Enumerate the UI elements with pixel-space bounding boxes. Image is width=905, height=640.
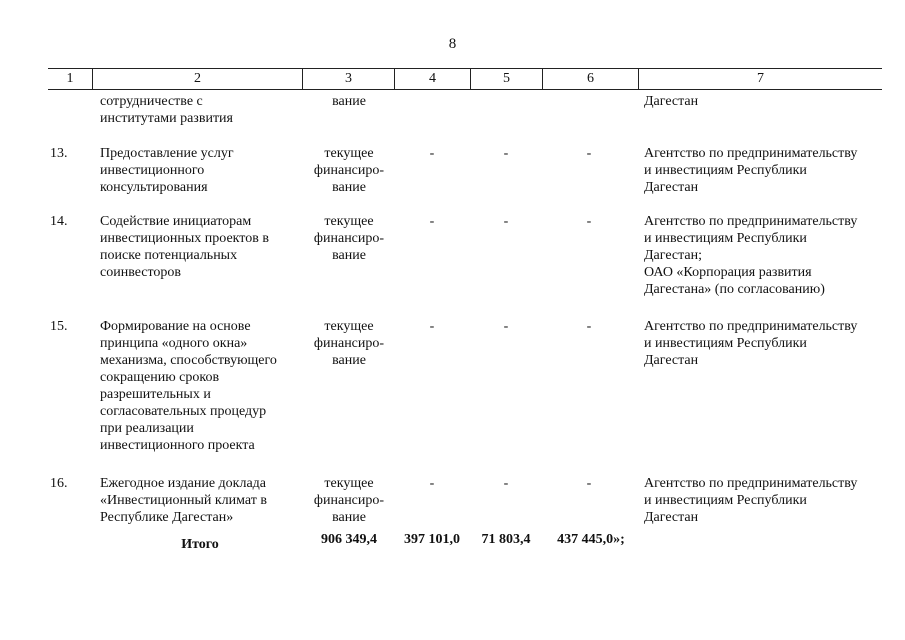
- row-number: 16.: [50, 476, 68, 491]
- row-value-col6: -: [586, 476, 592, 491]
- row-source: текущее финансиро- вание: [313, 476, 385, 525]
- row-name: сотрудничестве с институтами развития: [100, 94, 233, 126]
- row-value-col5: -: [503, 476, 509, 491]
- row-value-col5: -: [503, 214, 509, 229]
- row-source: текущее финансиро- вание: [313, 146, 385, 195]
- header-col-6: 6: [542, 69, 638, 89]
- header-col-7: 7: [638, 69, 882, 89]
- row-value-col6: -: [586, 214, 592, 229]
- row-value-col5: -: [503, 319, 509, 334]
- header-col-4: 4: [394, 69, 470, 89]
- row-value-col6: -: [586, 319, 592, 334]
- row-value-col4: -: [429, 146, 435, 161]
- row-executor: Агентство по предпринимательству и инвестициям Республики Дагестан: [644, 319, 858, 368]
- row-value-col5: -: [503, 146, 509, 161]
- table-header-row: [48, 68, 882, 90]
- row-value-col4: -: [429, 319, 435, 334]
- row-name: Ежегодное издание доклада «Инвестиционный климат в Республике Дагестан»: [100, 476, 268, 525]
- row-number: 13.: [50, 146, 68, 161]
- total-label: Итого: [181, 537, 219, 552]
- total-value-col5: 71 803,4: [481, 532, 531, 547]
- row-value-col4: -: [429, 214, 435, 229]
- total-value-col4: 397 101,0: [404, 532, 460, 547]
- row-executor: Дагестан: [644, 94, 699, 109]
- row-executor: Агентство по предпринимательству и инвестициям Республики Дагестан: [644, 146, 858, 195]
- row-name: Предоставление услуг инвестиционного консультирования: [100, 146, 234, 195]
- row-executor: Агентство по предпринимательству и инвестициям Республики Дагестан; ОАО «Корпорация развития Дагестана» (по согласованию): [644, 214, 858, 297]
- row-source: текущее финансиро- вание: [313, 319, 385, 368]
- total-value-col6: 437 445,0»;: [557, 532, 625, 547]
- page-number: 8: [448, 36, 457, 52]
- header-col-2: 2: [92, 69, 302, 89]
- header-col-1: 1: [66, 71, 74, 86]
- row-executor: Агентство по предпринимательству и инвестициям Республики Дагестан: [644, 476, 858, 525]
- total-value-col3: 906 349,4: [321, 532, 377, 547]
- header-col-5: 5: [470, 69, 542, 89]
- row-name: Содействие инициаторам инвестиционных проектов в поиске потенциальных соинвесторов: [100, 214, 269, 280]
- row-value-col4: -: [429, 476, 435, 491]
- row-number: 15.: [50, 319, 68, 334]
- row-value-col6: -: [586, 146, 592, 161]
- row-name: Формирование на основе принципа «одного окна» механизма, способствующего сокращению сроков разрешительных и согласовательных процедур при реализации инвестиционного проекта: [100, 319, 277, 453]
- header-col-3: 3: [302, 69, 394, 89]
- row-source: вание: [332, 94, 366, 109]
- row-number: 14.: [50, 214, 68, 229]
- row-source: текущее финансиро- вание: [313, 214, 385, 263]
